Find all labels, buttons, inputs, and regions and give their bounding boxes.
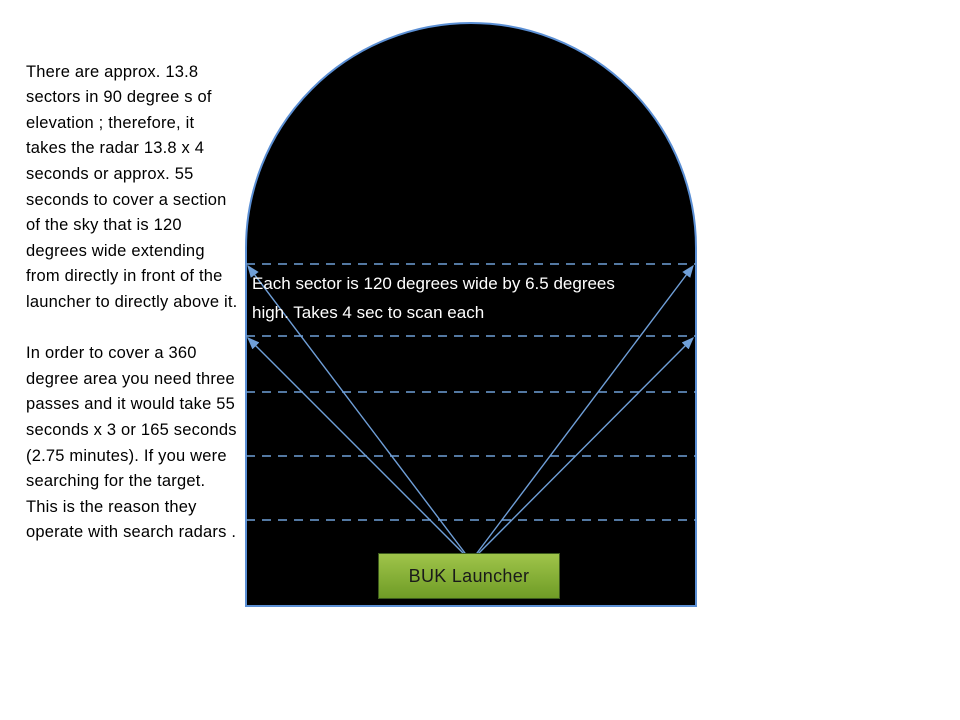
explanatory-paragraph-1: There are approx. 13.8 sectors in 90 degree s of elevation ; therefore, it takes the radar 13.8 x 4 seconds or approx. 55 seconds to cover a section of the sky that is 120 degrees wide extending from directly in front of the launcher to directly above it.	[26, 62, 238, 311]
explanatory-paragraph-2: In order to cover a 360 degree area you need three passes and it would take 55 seconds x 3 or 165 seconds (2.75 minutes). If you were searching for the target. This is the reason they operate with search radars .	[26, 344, 237, 542]
buk-launcher-label: BUK Launcher	[408, 565, 530, 586]
buk-launcher-box[interactable]	[378, 553, 560, 599]
explanatory-text-block	[26, 34, 238, 571]
sector-caption-text: Each sector is 120 degrees wide by 6.5 degrees high. Takes 4 sec to scan each	[252, 274, 615, 322]
